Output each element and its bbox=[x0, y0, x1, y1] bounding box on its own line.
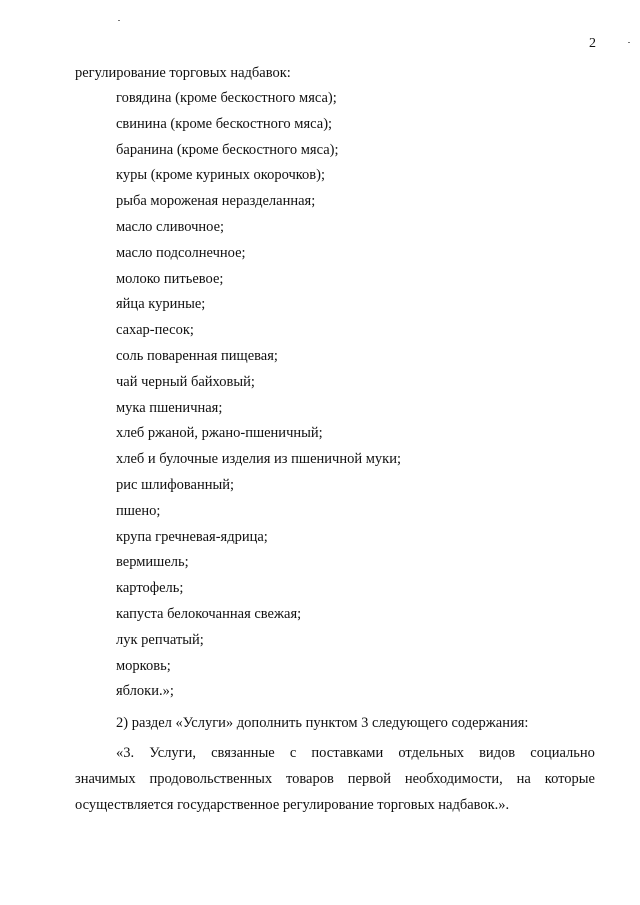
list-item: масло сливочное; bbox=[116, 218, 225, 235]
list-item: морковь; bbox=[116, 657, 171, 674]
list-item: крупа гречневая-ядрица; bbox=[116, 528, 268, 545]
list-item: куры (кроме куриных окорочков); bbox=[116, 167, 326, 184]
page-number: 2 bbox=[589, 36, 596, 51]
word: социально bbox=[530, 745, 595, 761]
list-item: пшено; bbox=[116, 502, 161, 519]
word: отдельных bbox=[398, 745, 464, 761]
scan-speck bbox=[118, 20, 120, 21]
word: Услуги, bbox=[149, 745, 197, 761]
list-item: чай черный байховый; bbox=[116, 373, 255, 390]
list-item: яблоки.»; bbox=[116, 683, 174, 700]
clause-2: 2) раздел «Услуги» дополнить пунктом 3 следующего содержания: bbox=[116, 715, 529, 731]
word: поставками bbox=[311, 745, 384, 761]
list-item: сахар-песок; bbox=[116, 322, 194, 339]
list-item: мука пшеничная; bbox=[116, 399, 223, 416]
word: первой bbox=[347, 771, 391, 787]
list-item: хлеб ржаной, ржано-пшеничный; bbox=[116, 425, 323, 442]
word: видов bbox=[479, 745, 516, 761]
list-item: баранина (кроме бескостного мяса); bbox=[116, 141, 339, 158]
word: которые bbox=[544, 771, 595, 787]
word: с bbox=[289, 745, 297, 761]
goods-list bbox=[116, 89, 401, 708]
word: товаров bbox=[286, 771, 334, 787]
list-item: говядина (кроме бескостного мяса); bbox=[116, 90, 337, 106]
list-item: лук репчатый; bbox=[116, 631, 204, 648]
list-item: рис шлифованный; bbox=[116, 476, 235, 493]
list-item: масло подсолнечное; bbox=[116, 244, 246, 261]
list-item: молоко питьевое; bbox=[116, 270, 224, 287]
word: связанные bbox=[211, 745, 275, 761]
list-item: свинина (кроме бескостного мяса); bbox=[116, 115, 333, 132]
list-item: картофель; bbox=[116, 580, 184, 597]
word: на bbox=[516, 771, 531, 787]
list-item: хлеб и булочные изделия из пшеничной муки; bbox=[116, 451, 401, 468]
clause-3 bbox=[75, 740, 595, 818]
word: «3. bbox=[116, 745, 135, 761]
scan-speck bbox=[628, 42, 630, 43]
list-item: яйца куриные; bbox=[116, 296, 206, 313]
list-item: рыба мороженая неразделанная; bbox=[116, 193, 316, 210]
clause-3-line-1 bbox=[75, 740, 595, 766]
word: необходимости, bbox=[404, 771, 503, 787]
word: значимых bbox=[75, 771, 136, 787]
word: продовольственных bbox=[149, 771, 273, 787]
intro-line: регулирование торговых надбавок: bbox=[75, 65, 291, 81]
clause-3-line-2 bbox=[75, 766, 595, 792]
list-item: капуста белокочанная свежая; bbox=[116, 605, 302, 622]
clause-3-line-3: осуществляется государственное регулирование торговых надбавок.». bbox=[75, 797, 510, 813]
list-item: соль поваренная пищевая; bbox=[116, 347, 278, 364]
list-item: вермишель; bbox=[116, 554, 189, 571]
